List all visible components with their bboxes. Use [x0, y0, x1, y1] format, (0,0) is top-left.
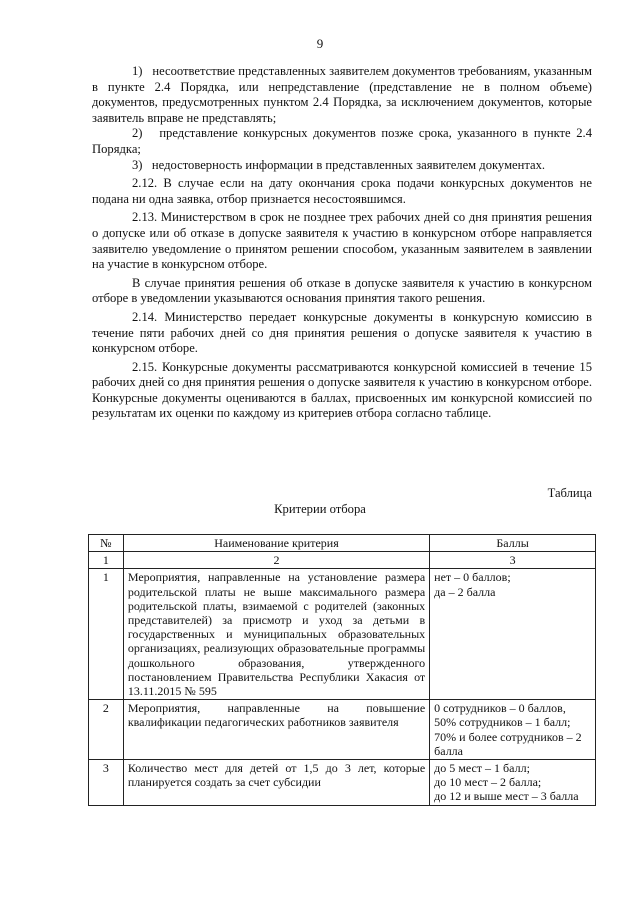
table-numbering-row — [89, 552, 596, 569]
paragraph-2-13: 2.13. Министерством в срок не позднее трех рабочих дней со дня принятия решения о допуске или об отказе в допуске заявителя к участию в конкурсном отборе направляется заявителю уведомление о принятом решении способом, указанным заявителем в заявлении на участие в конкурсном отборе. — [92, 210, 592, 272]
paragraph-2-12: 2.12. В случае если на дату окончания срока подачи конкурсных документов не подана ни одна заявка, отбор признается несостоявшимся. — [92, 176, 592, 206]
row-criterion: Количество мест для детей от 1,5 до 3 лет, которые планируется создать за счет субсидии — [123, 760, 429, 806]
row-criterion: Мероприятия, направленные на установление размера родительской платы не выше максимального размера родительской платы, взимаемой с родителей (законных представителей) за присмотр и уход за детьми в государственных и муниципальных образовательных организациях, реализующих образовательные программы дошкольного образования, утвержденного постановлением Правительства Республики Хакасия от 13.11.2015 № 595 — [123, 569, 429, 700]
paragraph-item-3: 3) недостоверность информации в представленных заявителем документах. — [132, 157, 546, 172]
score-line: 70% и более сотрудников – 2 балла — [434, 729, 582, 758]
table-row — [89, 760, 596, 806]
table-label: Таблица — [547, 486, 592, 500]
header-scores: Баллы — [430, 535, 596, 552]
page-number: 9 — [316, 36, 324, 51]
header-criterion: Наименование критерия — [123, 535, 429, 552]
table-row — [89, 569, 596, 700]
row-scores — [430, 760, 596, 806]
row-scores — [430, 569, 596, 700]
table-header-row — [89, 535, 596, 552]
numbering-cell: 3 — [430, 552, 596, 569]
paragraph-item-1: 1) несоответствие представленных заявителем документов требованиям, указанным в пункте 2.4 Порядка, или непредставление (представление не в полном объеме) документов, предусмотренных пунктом 2.4 Порядка, за исключением документов, которые заявитель вправе не представлять; — [92, 64, 592, 125]
numbering-cell: 2 — [123, 552, 429, 569]
score-line: да – 2 балла — [434, 584, 496, 599]
score-line: 0 сотрудников – 0 баллов, — [434, 701, 566, 716]
row-number: 2 — [89, 700, 124, 760]
row-scores — [430, 700, 596, 760]
row-criterion: Мероприятия, направленные на повышение квалификации педагогических работников заявителя — [123, 700, 429, 760]
score-line: нет – 0 баллов; — [434, 570, 511, 585]
header-number: № — [89, 535, 124, 552]
row-number: 1 — [89, 569, 124, 700]
paragraph-refusal: В случае принятия решения об отказе в допуске заявителя к участию в конкурсном отборе в уведомлении указываются основания принятия такого решения. — [92, 275, 592, 306]
row-number: 3 — [89, 760, 124, 806]
paragraph-item-2: 2) представление конкурсных документов позже срока, указанного в пункте 2.4 Порядка; — [92, 126, 592, 156]
body-text — [92, 64, 592, 422]
numbering-cell: 1 — [89, 552, 124, 569]
paragraph-2-14: 2.14. Министерство передает конкурсные документы в конкурсную комиссию в течение пяти рабочих дней со дня принятия решения о допуске заявителя к участию в конкурсном отборе. — [92, 309, 592, 356]
table-row — [89, 700, 596, 760]
score-line: 50% сотрудников – 1 балл; — [434, 715, 571, 730]
criteria-table — [88, 534, 596, 806]
paragraph-2-15: 2.15. Конкурсные документы рассматриваются конкурсной комиссией в течение 15 рабочих дней со дня принятия решения о допуске заявителя к участию в конкурсном отборе. Конкурсные документы оцениваются в баллах, присвоенных им конкурсной комиссией по результатам их оценки по каждому из критериев отбора согласно таблице. — [92, 359, 592, 421]
score-line: до 10 мест – 2 балла; — [434, 775, 542, 790]
score-line: до 12 и выше мест – 3 балла — [434, 789, 579, 804]
table-title: Критерии отбора — [274, 502, 366, 516]
score-line: до 5 мест – 1 балл; — [434, 761, 530, 776]
